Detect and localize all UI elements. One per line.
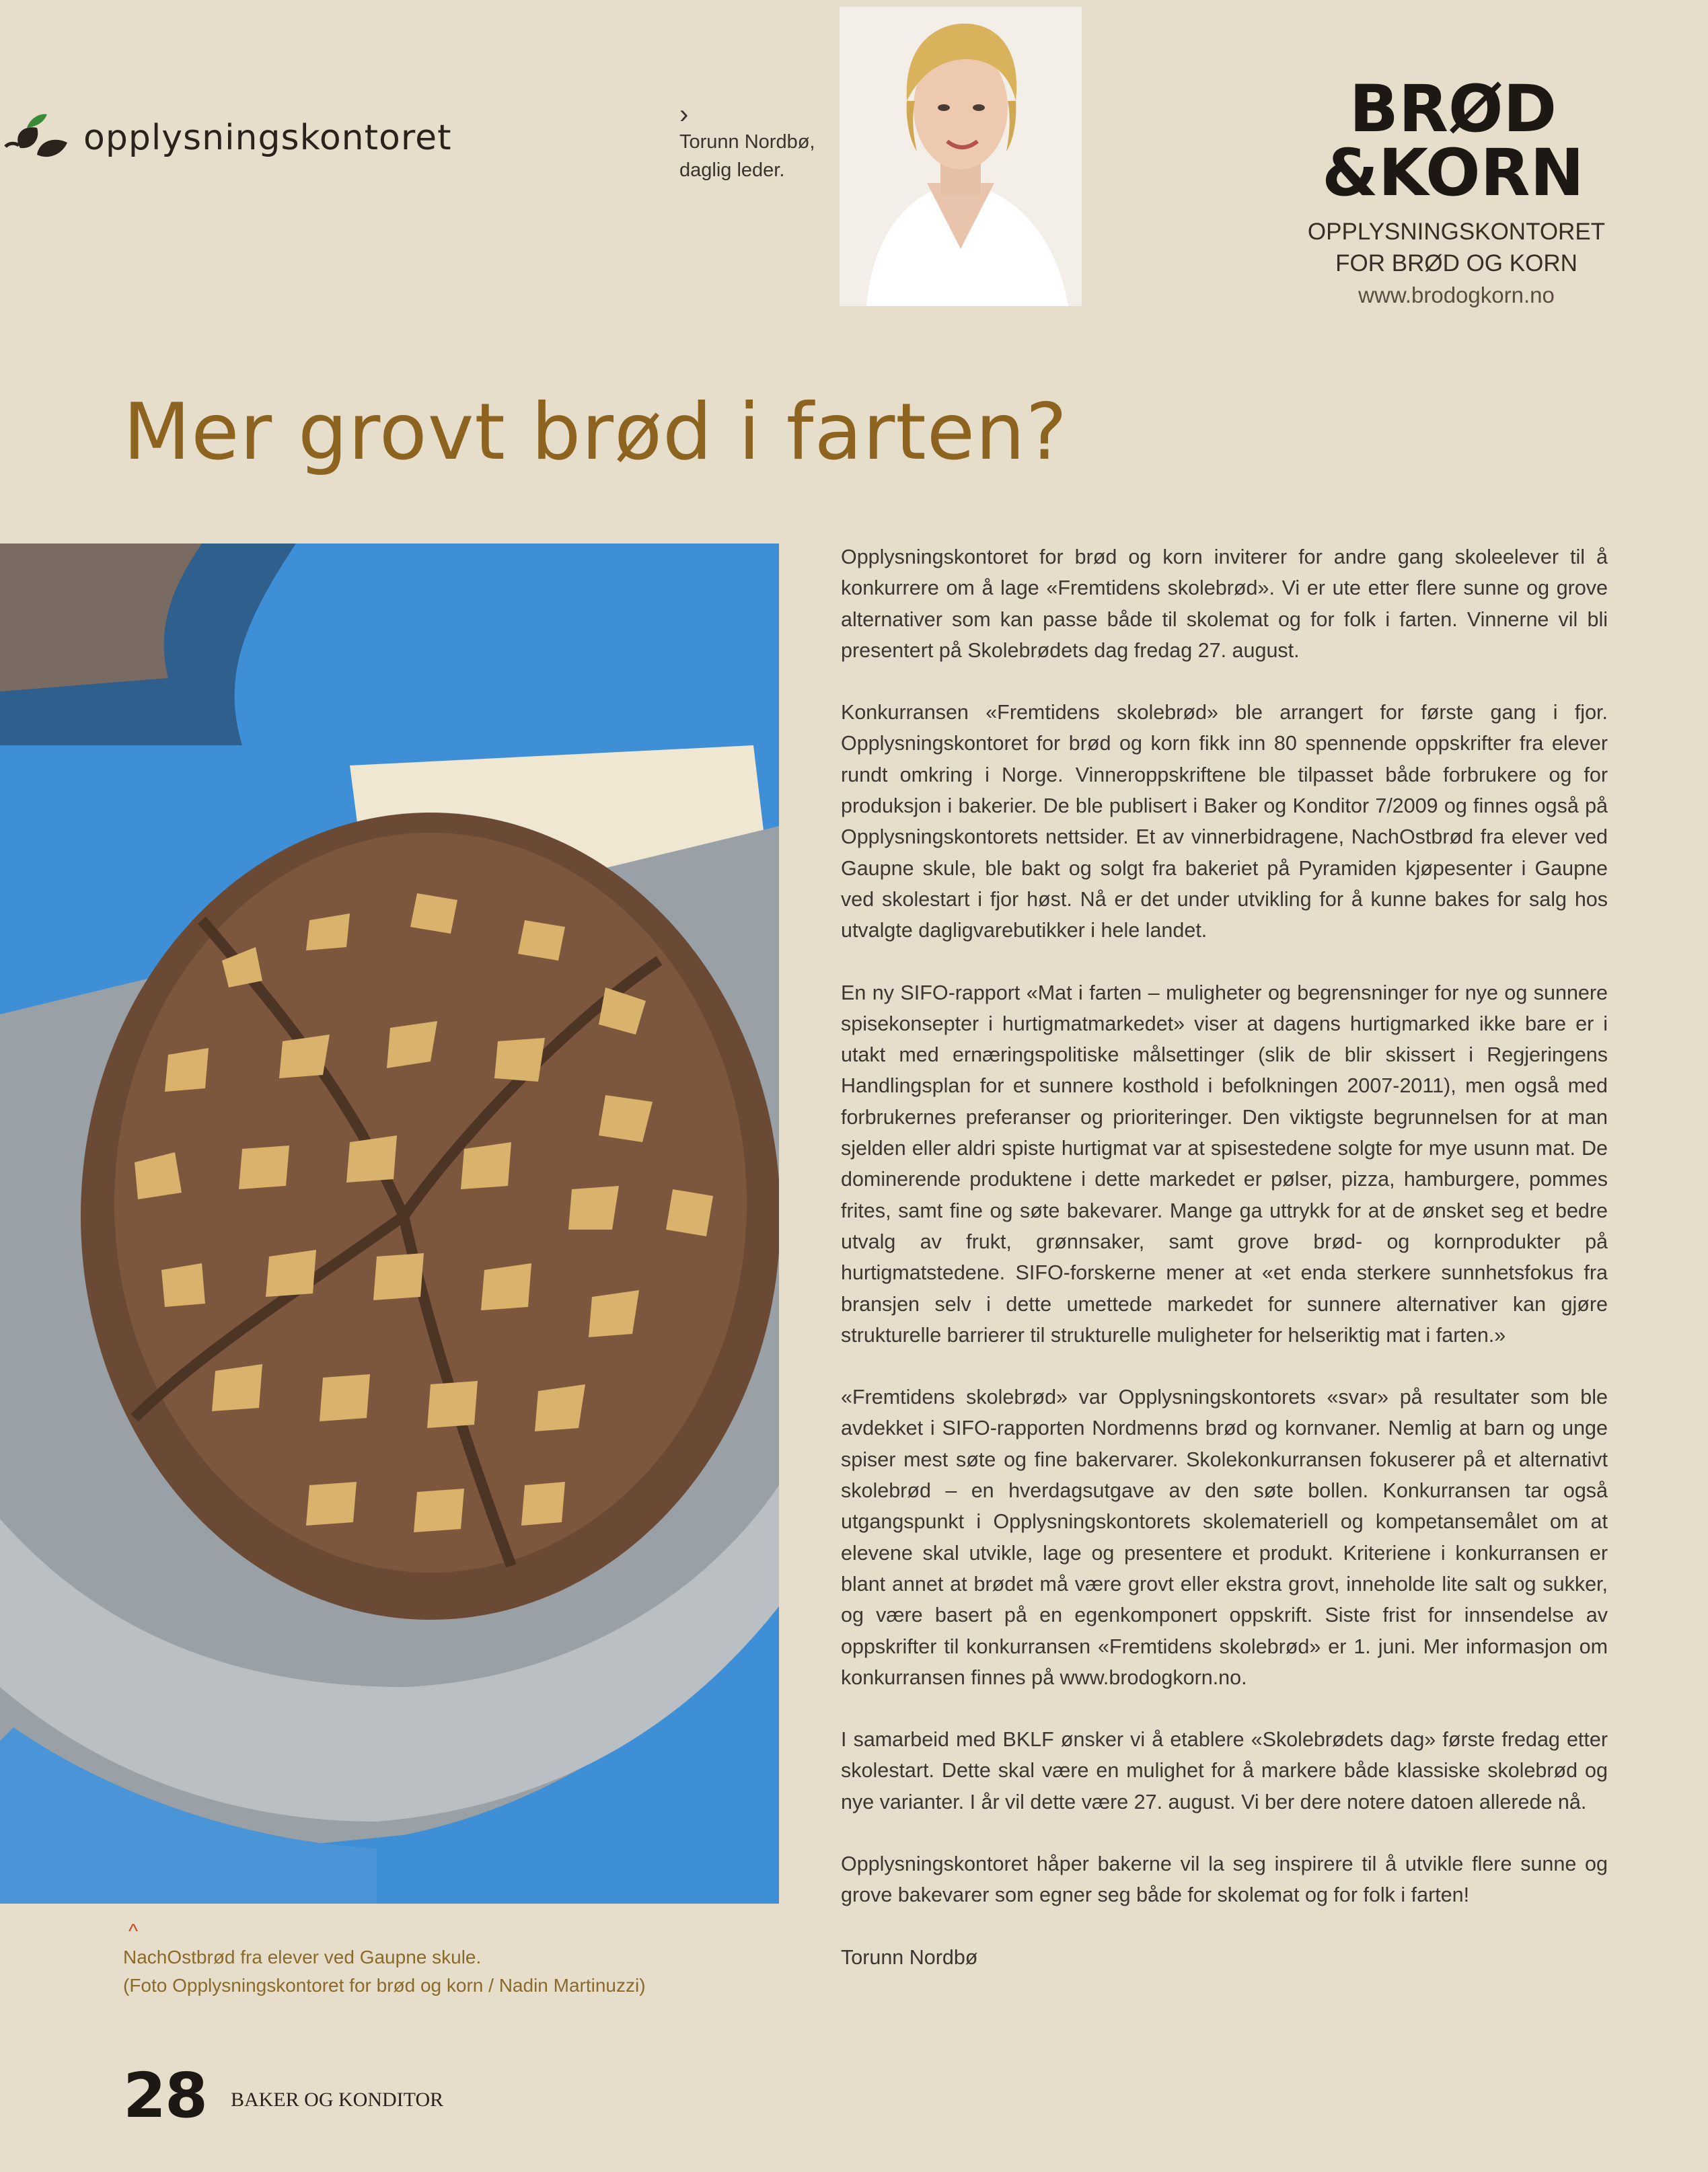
article-paragraph: En ny SIFO-rapport «Mat i farten – muligheter og begrensninger for nye og sunnere spisekonsepter i hurtigmatmarkedet» viser at dagens hurtigmarked ikke bare er i utakt med ernæringspolitiske målsettinger (slik de blir skissert i Regjeringens Handlingsplan for et sunnere kosthold i befolkningen 2007-2011), men også med forbrukernes preferanser og prioriteringer. Den viktigste begrunnelsen for at man sjelden eller aldri spiste hurtigmat var at spisestedene solgte for mye usunn mat. De dominerende produktene i dette markedet er pølser, pizza, hamburgere, pommes frites, samt fine og søte bakevarer. Mange ga uttrykk for at de ønsket seg et bedre utvalg av frukt, grønnsaker, samt grove brød- og kornprodukter på hurtigmatstedene. SIFO-forskerne mener at «et enda sterkere sunnhetsfokus fra bransjen selv i dette umettede markedet for sunnere alternativer kan gjøre strukturelle barrierer til strukturelle muligheter for helseriktig mat i farten.» bbox=[841, 981, 1608, 1347]
photo-caption bbox=[123, 1920, 646, 2000]
portrait-caption-line2: daglig leder. bbox=[679, 159, 785, 181]
brand-name: opplysningskontoret bbox=[83, 118, 452, 158]
article-paragraph: Opplysningskontoret for brød og korn inviterer for andre gang skoleelever til å konkurrere om å lage «Fremtidens skolebrød». Vi er ute etter flere sunne og grove alternativer som kan passe både til skolemat og for folk i farten. Vinnerne vil bli presentert på Skolebrødets dag fredag 27. august. bbox=[841, 546, 1608, 662]
article-signature: Torunn Nordbø bbox=[841, 1945, 978, 1969]
article-paragraph: «Fremtidens skolebrød» var Opplysningskontorets «svar» på resultater som ble avdekket i SIFO-rapporten Nordmenns brød og kornvaner. Nemlig at barn og unge spiser mest søte og fine bakervarer. Skolekonkurransen fokuserer på et alternativt skolebrød – en hverdagsutgave av den søte bollen. Konkurransen tar også utgangspunkt i Opplysningskontorets skolemateriell og kompetansemålet om at elevene skal utvikle, lage og presentere et produkt. Kriteriene i konkurransen er blant annet at brødet må være grovt eller ekstra grovt, inneholde lite salt og sukker, og være basert på en egenkomponert oppskrift. Siste frist for innsendelse av oppskrifter til konkurransen «Fremtidens skolebrød» er 1. juni. Mer informasjon om konkurransen finnes på www.brodogkorn.no. bbox=[841, 1386, 1608, 1689]
bread-photo bbox=[0, 544, 779, 1904]
article-paragraph: I samarbeid med BKLF ønsker vi å etablere «Skolebrødets dag» første fredag etter skolestart. Dette skal være en mulighet for å markere både klassiske skolebrød og nye varianter. I år vil dette være 27. august. Vi ber dere notere datoen allerede nå. bbox=[841, 1728, 1608, 1813]
photo-caption-line2: (Foto Opplysningskontoret for brød og korn / Nadin Martinuzzi) bbox=[123, 1975, 646, 1996]
portrait-caption-line1: Torunn Nordbø, bbox=[679, 131, 815, 153]
brod-og-korn-logo bbox=[1312, 67, 1594, 202]
portrait-photo bbox=[840, 7, 1082, 306]
page-number: 28 bbox=[123, 2060, 207, 2132]
org-name-line2: FOR BRØD OG KORN bbox=[1335, 250, 1577, 276]
portrait-caption bbox=[679, 101, 815, 184]
photo-caption-line1: NachOstbrød fra elever ved Gaupne skule. bbox=[123, 1947, 482, 1968]
chevron-up-icon: ^ bbox=[128, 1920, 139, 1943]
org-name-line1: OPPLYSNINGSKONTORET bbox=[1307, 219, 1606, 245]
article-paragraph: Opplysningskontoret håper bakerne vil la seg inspirere til å utvikle flere sunne og grove bakevarer som egner seg både for skolemat og for folk i farten! bbox=[841, 1852, 1608, 1907]
headline: Mer grovt brød i farten? bbox=[123, 387, 1068, 478]
wheat-leaf-icon bbox=[0, 101, 74, 175]
article-body bbox=[841, 541, 1608, 2004]
org-url: www.brodogkorn.no bbox=[1358, 283, 1555, 307]
article-paragraph: Konkurransen «Fremtidens skolebrød» ble arrangert for første gang i fjor. Opplysningskontoret for brød og korn fikk inn 80 spennende oppskrifter fra elever rundt omkring i Norge. Vinneroppskriftene ble tilpasset både forbrukere og for produksjon i bakerier. De ble publisert i Baker og Konditor 7/2009 og finnes også på Opplysningskontorets nettsider. Et av vinnerbidragene, NachOstbrød fra elever ved Gaupne skule, ble bakt og solgt fra bakeriet på Pyramiden kjøpesenter i Gaupne ved skolestart i fjor høst. Nå er det under utvikling for å kunne bakes for salg hos utvalgte dagligvarebutikker i hele landet. bbox=[841, 701, 1608, 942]
magazine-name: BAKER OG KONDITOR bbox=[231, 2089, 444, 2111]
logo-text-line2: &KORN bbox=[1322, 135, 1584, 202]
logo-text-line1: BRØD bbox=[1349, 71, 1557, 147]
chevron-right-icon: › bbox=[679, 100, 689, 129]
brand-header bbox=[0, 101, 451, 175]
